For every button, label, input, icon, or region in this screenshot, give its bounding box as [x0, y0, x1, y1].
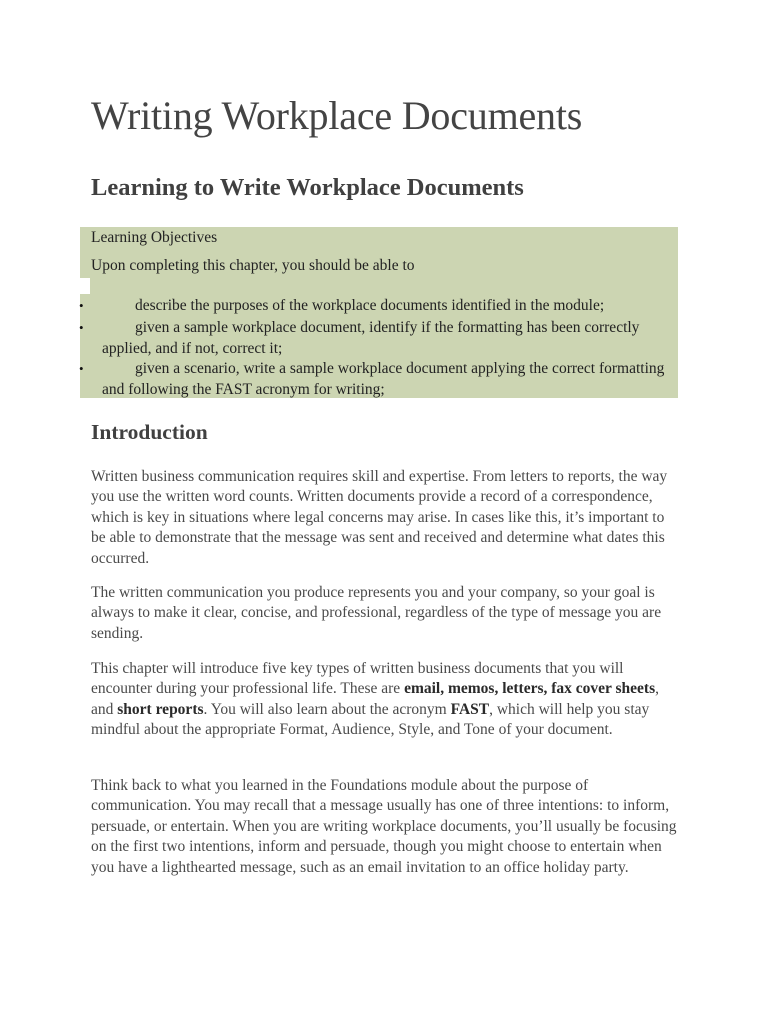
learning-objectives-intro: Upon completing this chapter, you should be able to: [91, 257, 415, 274]
introduction-paragraph: Written business communication requires skill and expertise. From letters to reports, the way you use the written word counts. Written documents provide a record of a correspondence, which is key in situations where legal concerns may arise. In cases like this, it’s important to be able to demonstrate that the message was sent and received and determine what dates this occurred.: [91, 468, 668, 567]
objectives-box-notch: [80, 278, 90, 294]
learning-objectives-label: Learning Objectives: [91, 229, 218, 246]
introduction-heading: Introduction: [91, 420, 208, 444]
objective-item: describe the purposes of the workplace documents identified in the module;: [135, 297, 605, 314]
paragraph-text: , and: [91, 680, 660, 718]
chapter-heading: Learning to Write Workplace Documents: [91, 174, 524, 201]
bullet-icon: •: [79, 298, 84, 313]
short-reports-bold: short reports: [117, 700, 204, 718]
document-title: Writing Workplace Documents: [91, 93, 583, 138]
bullet-icon: •: [79, 361, 84, 376]
fast-acronym-bold: FAST: [450, 700, 490, 718]
paragraph-text: , which will help you stay mindful about the appropriate Format, Audience, Style, and Tone of your document.: [91, 700, 650, 739]
introduction-paragraph: [91, 659, 681, 741]
objective-item: given a sample workplace document, identify if the formatting has been correctly applied, and if not, correct it;: [102, 319, 640, 357]
paragraph-text: This chapter will introduce five key types of written business documents that you will encounter during your professional life. These are: [91, 660, 624, 698]
objective-item: given a scenario, write a sample workplace document applying the correct formatting and following the FAST acronym for writing;: [102, 360, 665, 398]
document-types-bold: email, memos, letters, fax cover sheets: [404, 680, 656, 698]
paragraph-text: . You will also learn about the acronym: [203, 700, 451, 718]
introduction-paragraph: The written communication you produce represents you and your company, so your goal is always to make it clear, concise, and professional, regardless of the type of message you are sending.: [91, 584, 662, 642]
introduction-paragraph: Think back to what you learned in the Foundations module about the purpose of communication. You may recall that a message usually has one of three intentions: to inform, persuade, or entertain. When you are writing workplace documents, you’ll usually be focusing on the first two intentions, inform and persuade, though you might choose to entertain when you have a lighthearted message, such as an email invitation to an office holiday party.: [91, 777, 677, 876]
bullet-icon: •: [79, 320, 84, 335]
